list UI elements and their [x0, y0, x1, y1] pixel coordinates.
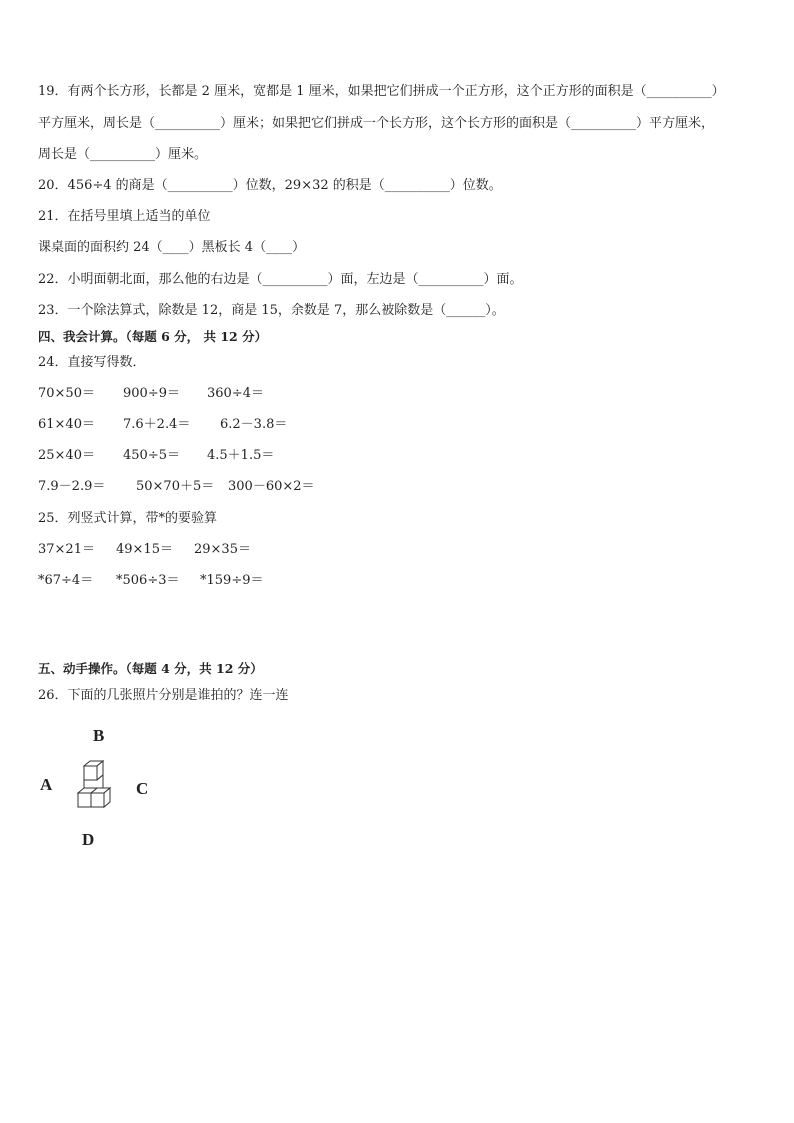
q25-item: *506÷3＝ [116, 573, 180, 588]
q24-item: 360÷4＝ [207, 386, 264, 401]
q20-text: 20．456÷4 的商是（__________）位数，29×32 的积是（__________）位数。 [38, 178, 502, 193]
cubes-icon [72, 760, 122, 816]
label-b: B [93, 726, 105, 745]
q24-title: 24．直接写得数． [38, 355, 146, 370]
q25-item: *159÷9＝ [200, 573, 264, 588]
q19-line-1: 19．有两个长方形，长都是 2 厘米，宽都是 1 厘米，如果把它们拼成一个正方形，这个正方形的面积是（__________） [38, 84, 725, 99]
q24-item: 4.5＋1.5＝ [207, 448, 275, 463]
q26-title: 26．下面的几张照片分别是谁拍的？连一连 [38, 688, 289, 703]
q24-item: 450÷5＝ [123, 448, 180, 463]
q23-text: 23．一个除法算式，除数是 12，商是 15，余数是 7，那么被除数是（______）。 [38, 303, 505, 318]
q22-text: 22．小明面朝北面，那么他的右边是（__________）面，左边是（__________）面。 [38, 272, 523, 287]
q24-item: 900÷9＝ [123, 386, 180, 401]
label-c: C [136, 779, 149, 798]
q25-title: 25．列竖式计算，带*的要验算 [38, 511, 218, 526]
cube-stack-figure [38, 724, 168, 854]
q25-item: 49×15＝ [116, 542, 173, 557]
label-a: A [40, 775, 53, 794]
q21-body: 课桌面的面积约 24（____）黑板长 4（____） [38, 240, 306, 255]
label-d: D [82, 830, 95, 849]
q24-item: 300－60×2＝ [228, 479, 315, 494]
q24-item: 50×70＋5＝ [136, 479, 215, 494]
q24-item: 7.9－2.9＝ [38, 479, 106, 494]
q24-item: 25×40＝ [38, 448, 95, 463]
q19-line-3: 周长是（__________）厘米。 [38, 147, 208, 162]
q24-item: 6.2－3.8＝ [220, 417, 288, 432]
q21-title: 21．在括号里填上适当的单位 [38, 209, 211, 224]
q25-item: 29×35＝ [194, 542, 251, 557]
q25-item: 37×21＝ [38, 542, 95, 557]
q24-item: 61×40＝ [38, 417, 95, 432]
q25-item: *67÷4＝ [38, 573, 94, 588]
q24-item: 7.6＋2.4＝ [123, 417, 191, 432]
section-5-heading: 五、动手操作。（每题 4 分，共 12 分） [38, 661, 263, 676]
q24-item: 70×50＝ [38, 386, 95, 401]
section-4-heading: 四、我会计算。（每题 6 分， 共 12 分） [38, 329, 268, 344]
q19-line-2: 平方厘米，周长是（__________）厘米；如果把它们拼成一个长方形，这个长方形的面积是（__________）平方厘米， [38, 116, 715, 131]
